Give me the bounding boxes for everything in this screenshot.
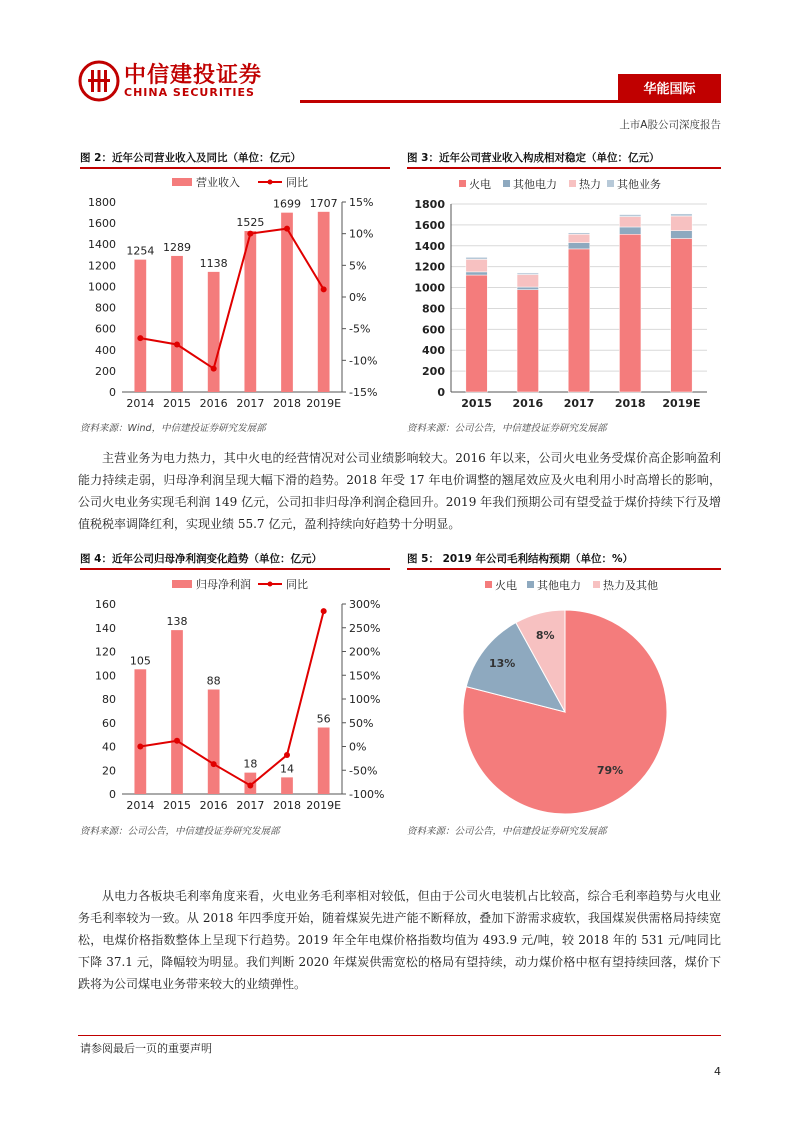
fig3-bar-2015-2 [466,259,488,272]
fig5-legend-label-1: 其他电力 [537,579,581,592]
fig4-y-tick: 120 [95,645,116,659]
fig4-y2-tick: 300% [349,598,381,611]
fig2-y-tick: 800 [95,301,116,315]
fig3-y-tick: 1000 [414,281,445,295]
fig2-bar-2016 [208,272,220,392]
fig2-y2-tick: 10% [349,227,374,241]
fig2-x-tick: 2014 [126,397,155,410]
fig3-bar-2019E-1 [671,231,693,239]
fig3-y-tick: 400 [422,344,445,358]
fig3-legend-label-0: 火电 [469,178,491,191]
footer-disclaimer: 请参阅最后一页的重要声明 [80,1042,212,1055]
fig2-x-tick: 2016 [199,397,228,410]
fig5-legend-swatch-0 [485,581,492,588]
fig3-bar-2018-0 [619,234,641,392]
fig2-legend-line-label: 同比 [286,176,308,189]
fig4-yoy-point-2016 [211,761,217,767]
fig4-x-tick: 2018 [273,799,301,812]
fig3-y-tick: 800 [422,302,445,316]
fig2-y2-tick: 0% [349,291,367,304]
fig2-y2-tick: -5% [349,322,371,336]
fig3-bar-2019E-3 [671,214,693,216]
company-name: 华能国际 [643,82,696,97]
fig3-bar-2015-0 [466,275,488,392]
fig4-x-tick: 2016 [199,799,228,812]
fig4-title-rule [80,568,390,570]
fig3-x-tick: 2017 [563,397,595,410]
fig2-y2-tick: 15% [349,196,374,209]
paragraph-2: 从电力各板块毛利率角度来看，火电业务毛利率相对较低，但由于公司火电装机占比较高，综合毛利率趋势与火电业务毛利率较为一致。从 2018 年四季度开始，随着煤炭先进产能不断释放，叠加下游需求疲软，我国煤炭供需格局持续宽松，电煤价格指数整体上呈现下行趋势。2019 年全年电煤价格指数均值为 493.9 元/吨，较 2018 年的 531 元/吨同比下降 37.1 元，降幅较为明显。我们判断 2020 年煤炭供需宽松的格局有望持续，动力煤价格中枢有望持续回落，煤价下跌将为公司煤电业务带来较大的业绩弹性。 [78,889,721,991]
fig4-x-tick: 2019E [306,799,342,812]
fig3-x-tick: 2019E [662,397,701,410]
fig4-y-tick: 160 [95,598,116,611]
fig2-y-tick: 1400 [88,238,116,252]
fig5-legend-swatch-1 [527,581,534,588]
fig4-y-tick: 0 [109,788,116,801]
fig4-yoy-point-2019E [321,608,327,614]
fig3-legend-swatch-1 [503,180,510,187]
fig2-bar-label: 1138 [199,256,228,270]
fig3-y-tick: 1200 [414,260,445,274]
fig2-y2-tick: -10% [349,354,378,368]
fig4-yoy-line [140,611,323,785]
fig4-bar-label: 18 [243,757,258,771]
fig3-y-tick: 1400 [414,239,445,253]
fig3-legend-swatch-0 [459,180,466,187]
fig3-x-tick: 2015 [461,397,492,410]
fig5-slice-label-0: 79% [596,764,624,778]
fig2-yoy-point-2015 [174,342,180,348]
fig3-title-rule [407,167,721,169]
fig4-y2-tick: 100% [349,693,381,706]
fig4-bar-2019E [318,728,330,795]
fig2-legend-bar-swatch [172,178,192,186]
fig4-y2-tick: -50% [349,764,378,778]
fig3-legend-swatch-3 [607,180,614,187]
fig4-source: 资料来源：公司公告，中信建投证券研究发展部 [80,826,280,837]
fig4-bar-2018 [281,777,293,794]
fig3-source: 资料来源：公司公告，中信建投证券研究发展部 [407,423,607,434]
fig4-legend-line-label: 同比 [286,578,308,591]
fig3-bar-2019E-0 [671,238,693,392]
fig4-x-tick: 2015 [163,799,191,812]
fig2-chart [80,170,390,415]
fig3-bar-2018-1 [619,227,641,234]
fig2-yoy-point-2017 [247,231,253,237]
fig2-x-tick: 2017 [236,397,265,410]
fig3-y-tick: 1600 [414,218,445,232]
fig2-bar-label: 1699 [273,197,301,211]
fig2-y-tick: 1600 [88,217,116,231]
fig3-bar-2018-3 [619,215,641,217]
fig4-bar-label: 88 [206,674,221,688]
fig3-bar-2017-3 [568,233,590,235]
logo [78,58,263,104]
fig2-bar-label: 1707 [309,196,338,210]
fig4-legend-line-marker [268,582,273,587]
logo-emblem-icon [78,60,120,102]
fig4-y2-tick: 50% [349,716,374,730]
fig2-x-tick: 2015 [163,397,191,410]
fig4-x-tick: 2014 [126,799,155,812]
fig4-chart [80,572,390,817]
fig5-title: 图 5： 2019 年公司毛利结构预期（单位：%） [407,553,634,565]
fig2-bar-2014 [134,260,146,392]
fig4-y2-tick: 250% [349,621,381,635]
fig3-bar-2019E-2 [671,216,693,231]
fig4-yoy-point-2018 [284,752,290,758]
fig2-bar-label: 1289 [163,240,191,254]
fig3-y-tick: 200 [422,365,445,379]
fig4-y-tick: 40 [102,740,116,754]
fig4-title: 图 4：近年公司归母净利润变化趋势（单位：亿元） [80,553,322,565]
logo-cn-text: 中信建投证券 [124,63,263,88]
fig2-y-tick: 200 [95,364,116,378]
fig4-yoy-point-2017 [247,782,253,788]
fig4-legend-bar-swatch [172,580,192,588]
fig5-source: 资料来源：公司公告，中信建投证券研究发展部 [407,826,607,837]
fig3-legend-label-3: 其他业务 [617,178,661,191]
fig4-bar-2014 [134,669,146,794]
fig4-bar-label: 56 [316,712,331,726]
fig4-legend-bar-label: 归母净利润 [196,578,251,591]
fig2-title: 图 2：近年公司营业收入及同比（单位：亿元） [80,152,301,164]
fig4-y-tick: 20 [102,764,116,778]
fig3-bar-2015-1 [466,272,488,275]
fig2-yoy-point-2019E [321,286,327,292]
fig2-bar-2018 [281,213,293,392]
fig2-title-rule [80,167,390,169]
fig2-y-tick: 400 [95,343,116,357]
fig3-bar-2017-0 [568,249,590,392]
fig3-bar-2015-3 [466,257,488,259]
fig2-yoy-point-2016 [211,366,217,372]
fig2-bar-label: 1525 [236,216,265,230]
report-type: 上市A股公司深度报告 [619,119,721,131]
fig2-y-tick: 1800 [88,196,116,209]
fig2-y2-tick: -15% [349,386,378,399]
fig3-x-tick: 2018 [614,397,646,410]
fig3-x-tick: 2016 [512,397,544,410]
fig2-legend-line-marker [268,180,273,185]
fig4-y-tick: 60 [102,716,116,730]
fig3-y-tick: 0 [437,386,445,399]
fig3-legend-label-2: 热力 [579,178,601,191]
logo-en-text: CHINA SECURITIES [124,86,255,99]
fig2-bar-2015 [171,256,183,392]
fig3-bar-2018-2 [619,217,641,227]
fig2-y-tick: 1200 [88,259,116,273]
fig2-x-tick: 2019E [306,397,342,410]
fig5-legend-label-0: 火电 [495,579,517,592]
fig2-y2-tick: 5% [349,259,367,273]
fig4-y2-tick: 0% [349,740,367,754]
fig4-x-tick: 2017 [236,799,265,812]
fig2-y-tick: 1000 [88,280,116,294]
fig2-y-tick: 600 [95,322,116,336]
fig5-legend-swatch-2 [593,581,600,588]
fig3-chart [407,170,721,415]
fig3-bar-2016-0 [517,290,539,392]
fig4-y-tick: 140 [95,621,116,635]
fig3-y-tick: 600 [422,323,445,337]
paragraph-1: 主营业务为电力热力，其中火电的经营情况对公司业绩影响较大。2016 年以来，公司火电业务受煤价高企影响盈利能力持续走弱，归母净利润呈现大幅下滑的趋势。2018 年受 17 年电价调整的翘尾效应及火电利用小时高增长的影响，公司火电业务实现毛利润 149 亿元，公司扣非归母净利润企稳回升。2019 年我们预期公司有望受益于煤价持续下行及增值税税率调降红利，实现业绩 55.7 亿元，盈利持续向好趋势十分明显。 [78,451,721,531]
fig2-yoy-point-2014 [137,335,143,341]
fig5-legend-label-2: 热力及其他 [603,579,658,592]
header-red-line [300,100,721,103]
fig4-y2-tick: 200% [349,645,381,659]
fig4-bar-label: 138 [166,615,188,629]
fig2-x-tick: 2018 [273,397,301,410]
fig2-legend-bar-label: 营业收入 [196,176,240,189]
fig5-slice-label-1: 13% [488,657,516,671]
fig2-source: 资料来源：Wind，中信建投证券研究发展部 [80,423,266,434]
fig3-bar-2017-1 [568,243,590,249]
fig4-bar-2015 [171,630,183,794]
fig3-bar-2016-3 [517,273,539,275]
fig4-bar-label: 105 [129,654,151,668]
fig3-legend-swatch-2 [569,180,576,187]
fig3-legend-label-1: 其他电力 [513,178,557,191]
fig2-yoy-point-2018 [284,226,290,232]
footer-rule [78,1035,721,1036]
fig4-y2-tick: 150% [349,669,381,683]
fig5-chart [407,572,721,817]
fig3-bar-2016-2 [517,275,539,288]
fig5-title-rule [407,568,721,570]
fig2-bar-label: 1254 [126,244,155,258]
fig4-bar-label: 14 [280,762,294,776]
fig2-bar-2017 [244,231,256,392]
fig3-bar-2016-1 [517,287,539,290]
fig4-y-tick: 80 [102,693,116,706]
fig4-y-tick: 100 [95,669,116,683]
fig2-bar-2019E [318,212,330,392]
fig3-title: 图 3：近年公司营业收入构成相对稳定（单位：亿元） [407,152,660,164]
fig3-bar-2017-2 [568,234,590,242]
fig4-y2-tick: -100% [349,788,385,801]
fig4-yoy-point-2015 [174,738,180,744]
fig3-y-tick: 1800 [414,198,445,211]
page-number: 4 [714,1065,721,1078]
fig4-yoy-point-2014 [137,744,143,750]
fig5-slice-label-2: 8% [535,628,555,642]
fig4-bar-2016 [208,690,220,795]
fig2-y-tick: 0 [109,386,116,399]
